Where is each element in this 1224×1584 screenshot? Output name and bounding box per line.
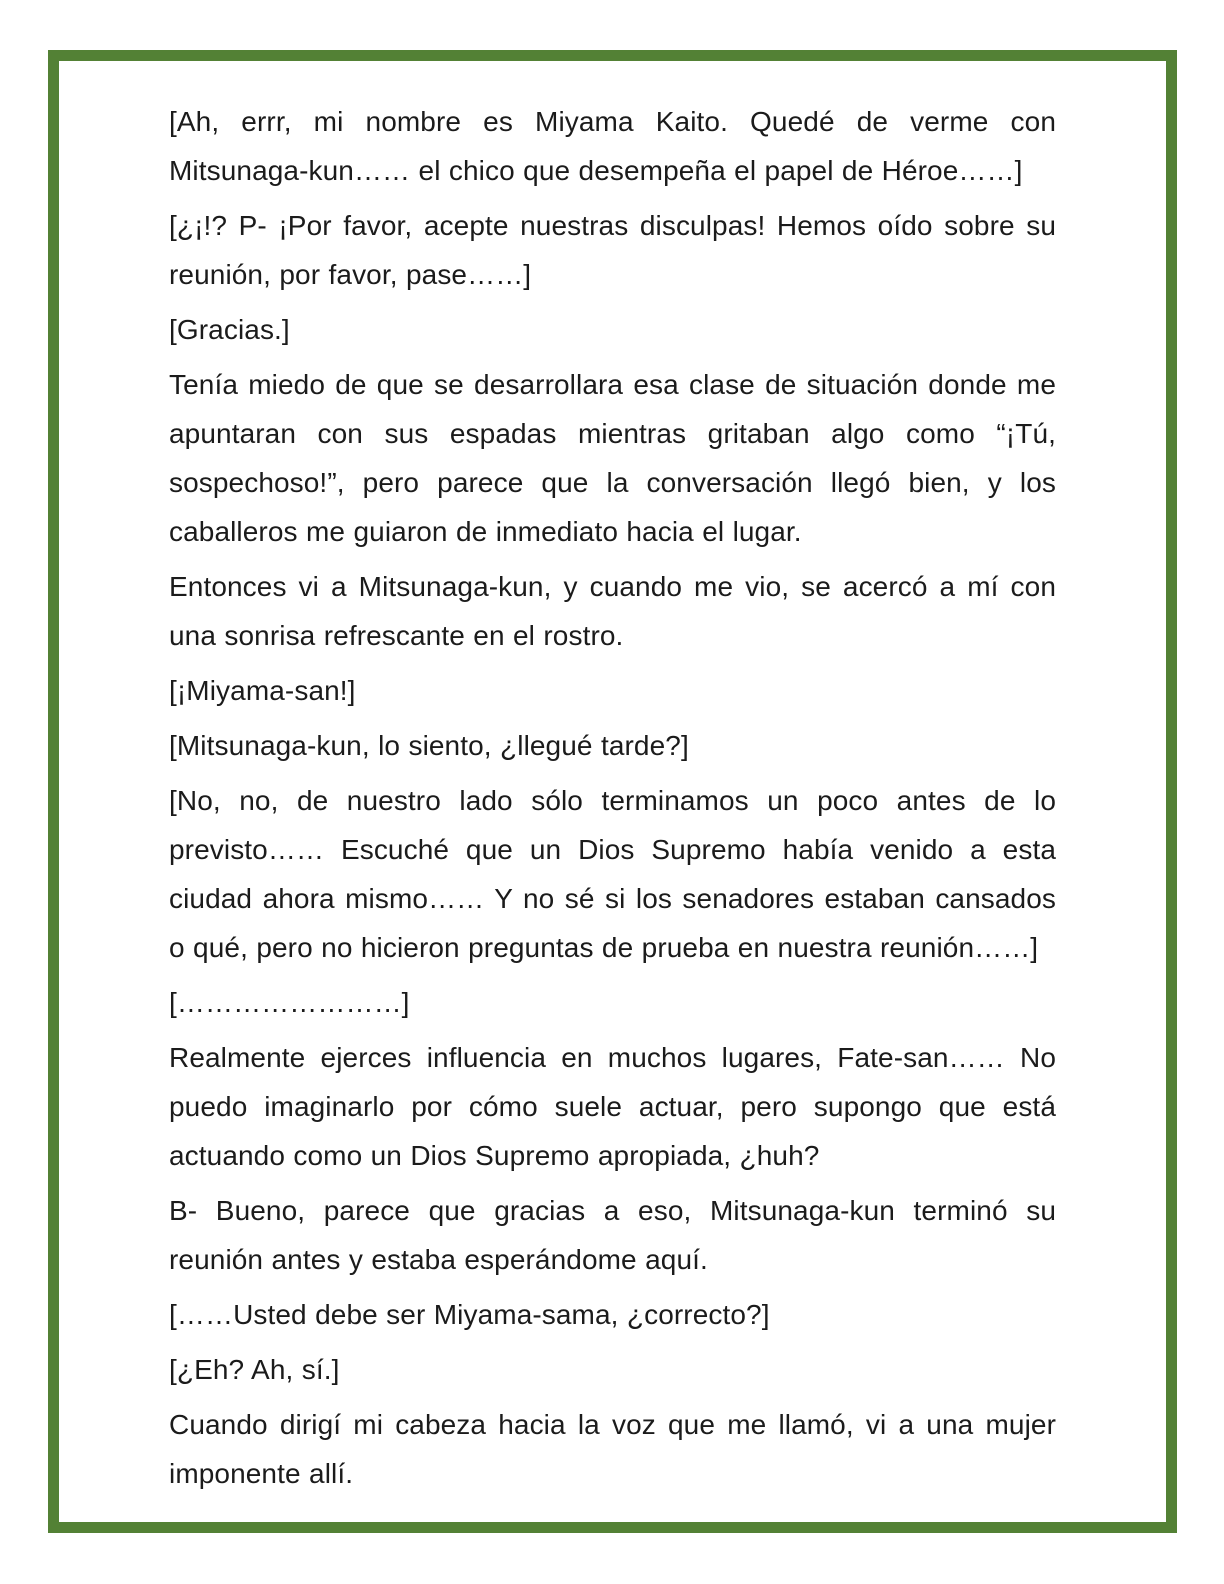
paragraph: [¿¡!? P- ¡Por favor, acepte nuestras disculpas! Hemos oído sobre su reunión, por favor, pase……] — [169, 210, 1056, 290]
paragraph: Cuando dirigí mi cabeza hacia la voz que me llamó, vi a una mujer imponente allí. — [169, 1409, 1056, 1489]
paragraph: [Ah, errr, mi nombre es Miyama Kaito. Quedé de verme con Mitsunaga-kun…… el chico que desempeña el papel de Héroe……] — [169, 106, 1056, 186]
paragraph: [No, no, de nuestro lado sólo terminamos un poco antes de lo previsto…… Escuché que un Dios Supremo había venido a esta ciudad ahora mismo…… Y no sé si los senadores estaban cansados o qué, pero no hicieron preguntas de prueba en nuestra reunión……] — [169, 785, 1056, 963]
page-border-frame — [48, 50, 1177, 1533]
paragraph: [……Usted debe ser Miyama-sama, ¿correcto?] — [169, 1299, 770, 1330]
paragraph: [¡Miyama-san!] — [169, 675, 356, 706]
paragraph: Tenía miedo de que se desarrollara esa clase de situación donde me apuntaran con sus espadas mientras gritaban algo como “¡Tú, sospechoso!”, pero parece que la conversación llegó bien, y los caballeros me guiaron de inmediato hacia el lugar. — [169, 369, 1056, 547]
paragraph: Entonces vi a Mitsunaga-kun, y cuando me vio, se acercó a mí con una sonrisa refrescante en el rostro. — [169, 571, 1056, 651]
document-body — [59, 61, 1166, 1522]
paragraph: [Gracias.] — [169, 314, 290, 345]
paragraph: Realmente ejerces influencia en muchos lugares, Fate-san…… No puedo imaginarlo por cómo suele actuar, pero supongo que está actuando como un Dios Supremo apropiada, ¿huh? — [169, 1042, 1056, 1171]
paragraph: B- Bueno, parece que gracias a eso, Mitsunaga-kun terminó su reunión antes y estaba esperándome aquí. — [169, 1195, 1056, 1275]
paragraph: [Mitsunaga-kun, lo siento, ¿llegué tarde?] — [169, 730, 689, 761]
paragraph: [……………………] — [169, 987, 410, 1018]
paragraph: [¿Eh? Ah, sí.] — [169, 1354, 340, 1385]
